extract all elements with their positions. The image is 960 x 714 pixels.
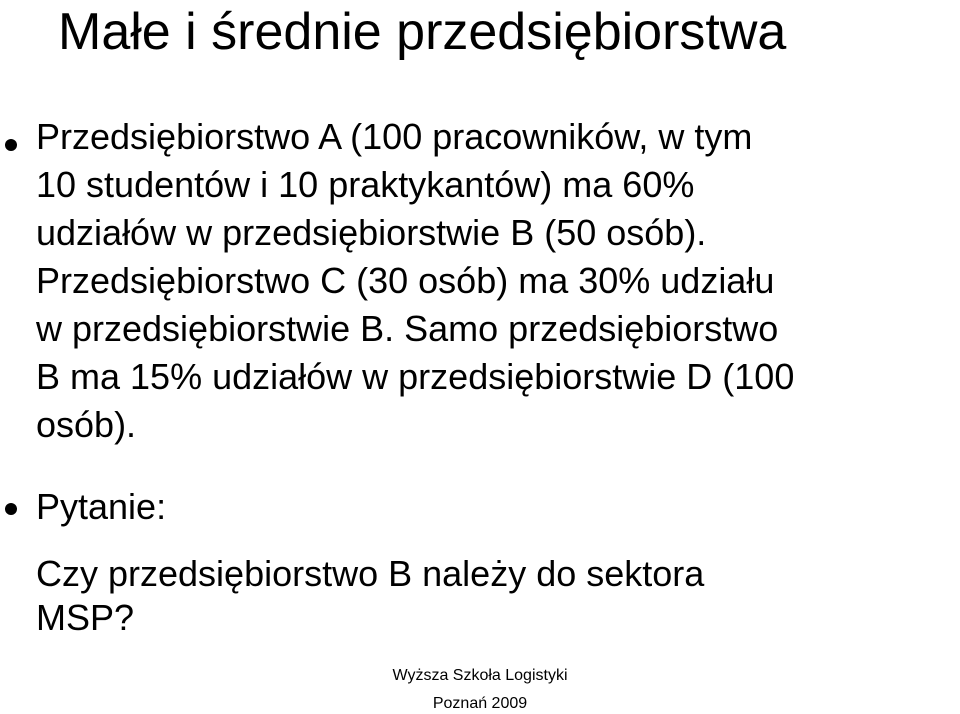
bullet-text: Przedsiębiorstwo A (100 pracowników, w tym 10 studentów i 10 praktykantów) ma 60% udziałów w przedsiębiorstwie B (50 osób). Przedsiębiorstwo C (30 osób) ma 30% udziału w przedsiębiorstwie B. Samo przedsiębiorstwo B ma 15% udziałów w przedsiębiorstwie D (100 osób).: [36, 116, 795, 445]
footer-institution: Wyższa Szkoła Logistyki: [392, 667, 568, 684]
question-text: Czy przedsiębiorstwo B należy do sektora MSP?: [36, 553, 705, 638]
footer-location-year: Poznań 2009: [432, 695, 528, 712]
slide-title: Małe i średnie przedsiębiorstwa: [58, 3, 787, 61]
bullet-text: Pytanie:: [36, 486, 167, 527]
bullet-dot-icon: [5, 503, 17, 515]
bullet-dot-icon: [5, 139, 17, 151]
